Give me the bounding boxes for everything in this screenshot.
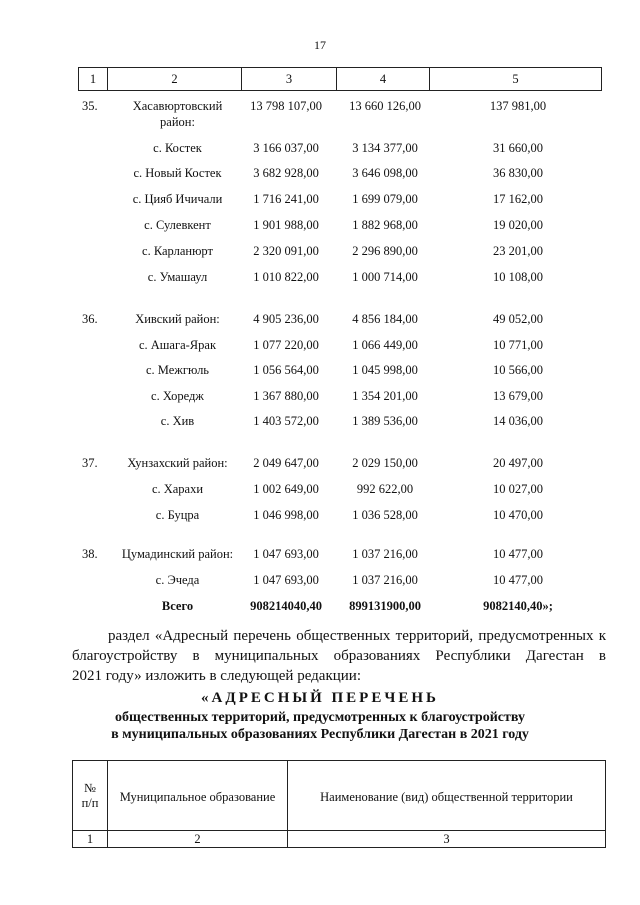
- row-value-4: 13 660 126,00: [349, 99, 421, 113]
- row-value-5: 20 497,00: [493, 456, 543, 470]
- row-value-3: 1 047 693,00: [253, 573, 319, 587]
- row-name: с. Ашага-Ярак: [138, 338, 217, 352]
- row-value-5: 36 830,00: [493, 166, 543, 180]
- row-number: 35.: [82, 99, 98, 113]
- row-value-3: 3 166 037,00: [253, 141, 319, 155]
- row-value-5: 23 201,00: [493, 244, 543, 258]
- section-subtitle-line-2: в муниципальных образованиях Республики Дагестан в 2021 году: [111, 727, 529, 742]
- row-value-5: 10 027,00: [493, 482, 543, 496]
- row-value-5: 10 566,00: [493, 363, 543, 377]
- row-value-5: 19 020,00: [493, 218, 543, 232]
- total-row: [0, 599, 640, 617]
- row-value-4: 1 045 998,00: [352, 363, 418, 377]
- row-name: Хунзахский район:: [127, 456, 228, 470]
- row-value-4: 3 646 098,00: [352, 166, 418, 180]
- row-value-4: 2 296 890,00: [352, 244, 418, 258]
- row-value-4: 1 354 201,00: [352, 389, 418, 403]
- col-index-2: 2: [194, 832, 201, 846]
- row-value-4: 4 856 184,00: [352, 312, 418, 326]
- row-value-4: 1 036 528,00: [352, 508, 418, 522]
- row-name: с. Межгюль: [145, 363, 210, 377]
- row-value-3: 1 901 988,00: [253, 218, 319, 232]
- row-value-5: 10 470,00: [493, 508, 543, 522]
- row-number: 36.: [82, 312, 98, 326]
- page-number: 17: [314, 38, 326, 52]
- row-value-4: 992 622,00: [356, 482, 414, 496]
- row-name: с. Карланюрт: [142, 244, 213, 258]
- row-name: Хасавюртовский: [132, 99, 223, 113]
- row-value-3: 2 049 647,00: [253, 456, 319, 470]
- row-name: с. Буцра: [155, 508, 200, 522]
- table-row: [0, 363, 640, 381]
- row-name: с. Эчеда: [155, 573, 200, 587]
- table-row: [0, 547, 640, 565]
- row-name: с. Цияб Ичичали: [132, 192, 223, 206]
- row-value-3: 4 905 236,00: [253, 312, 319, 326]
- row-value-3: 1 047 693,00: [253, 547, 319, 561]
- row-name: с. Хоредж: [151, 389, 204, 403]
- row-value-3: 1 077 220,00: [253, 338, 319, 352]
- row-name: с. Умашаул: [147, 270, 208, 284]
- table-row: [0, 338, 640, 356]
- col-number-header-line-1: №: [84, 781, 96, 795]
- row-value-5: 137 981,00: [489, 99, 547, 113]
- header-col-2: 2: [171, 72, 178, 86]
- row-value-4: 1 037 216,00: [352, 547, 418, 561]
- row-value-3: 1 716 241,00: [253, 192, 319, 206]
- row-name: с. Хив: [160, 414, 195, 428]
- header-col-1: 1: [89, 72, 97, 86]
- section-subtitle-line-1: общественных территорий, предусмотренных к благоустройству: [115, 710, 525, 725]
- col-index-1: 1: [86, 832, 94, 846]
- total-value-4: 899131900,00: [349, 599, 421, 613]
- row-value-4: 1 699 079,00: [352, 192, 418, 206]
- table-row: [0, 414, 640, 432]
- col-municipality-header: Муниципальное образование: [119, 790, 276, 804]
- row-value-5: 49 052,00: [493, 312, 543, 326]
- table-row-continuation: [0, 115, 640, 133]
- row-name: с. Новый Костек: [133, 166, 222, 180]
- row-value-3: 1 367 880,00: [253, 389, 319, 403]
- address-list-table: [72, 760, 606, 848]
- row-value-5: 10 477,00: [493, 547, 543, 561]
- col-number-header-line-2: п/п: [81, 796, 99, 810]
- row-value-3: 1 046 998,00: [253, 508, 319, 522]
- row-name: Хивский район:: [135, 312, 220, 326]
- header-col-3: 3: [285, 72, 293, 86]
- col-index-3: 3: [443, 832, 450, 846]
- row-name: с. Сулевкент: [144, 218, 211, 232]
- total-value-3: 908214040,40: [250, 599, 322, 613]
- row-value-4: 1 389 536,00: [352, 414, 418, 428]
- table-row: [0, 270, 640, 288]
- row-value-3: 1 403 572,00: [253, 414, 319, 428]
- table-row: [0, 192, 640, 210]
- row-value-5: 31 660,00: [493, 141, 543, 155]
- header-col-5: 5: [512, 72, 519, 86]
- row-value-5: 13 679,00: [493, 389, 543, 403]
- row-value-4: 1 882 968,00: [352, 218, 418, 232]
- table-row: [0, 508, 640, 526]
- total-label: Всего: [161, 599, 194, 613]
- row-name-line-2: район:: [160, 115, 195, 129]
- row-value-3: 1 010 822,00: [253, 270, 319, 284]
- row-value-5: 10 477,00: [493, 573, 543, 587]
- col-number-header: [73, 781, 107, 811]
- paragraph-line: благоустройству в муниципальных образованиях Республики Дагестан в: [72, 648, 606, 664]
- row-number: 37.: [82, 456, 98, 470]
- total-value-5: 9082140,40»;: [483, 599, 553, 613]
- row-name: с. Костек: [153, 141, 202, 155]
- table-row: [0, 244, 640, 262]
- row-name: с. Харахи: [151, 482, 204, 496]
- row-value-3: 3 682 928,00: [253, 166, 319, 180]
- table-row: [0, 573, 640, 591]
- row-value-4: 2 029 150,00: [352, 456, 418, 470]
- table-row: [0, 312, 640, 330]
- row-value-3: 2 320 091,00: [253, 244, 319, 258]
- table-row: [0, 218, 640, 236]
- row-number: 38.: [82, 547, 98, 561]
- continued-table-header: [78, 67, 602, 91]
- header-col-4: 4: [379, 72, 387, 86]
- row-value-4: 1 037 216,00: [352, 573, 418, 587]
- row-value-4: 1 066 449,00: [352, 338, 418, 352]
- amendment-paragraph: [72, 626, 606, 686]
- col-territory-header: Наименование (вид) общественной территории: [320, 790, 573, 804]
- row-name: Цумадинский район:: [121, 547, 234, 561]
- row-value-4: 1 000 714,00: [352, 270, 418, 284]
- paragraph-line: раздел «Адресный перечень общественных территорий, предусмотренных к: [108, 628, 606, 644]
- row-value-3: 13 798 107,00: [250, 99, 322, 113]
- table-row: [0, 166, 640, 184]
- row-value-5: 10 771,00: [493, 338, 543, 352]
- table-row: [0, 389, 640, 407]
- row-value-3: 1 056 564,00: [253, 363, 319, 377]
- table-row: [0, 482, 640, 500]
- row-value-4: 3 134 377,00: [352, 141, 418, 155]
- table-row: [0, 141, 640, 159]
- row-value-5: 17 162,00: [493, 192, 543, 206]
- section-title: «АДРЕСНЫЙ ПЕРЕЧЕНЬ: [201, 690, 439, 706]
- table-row: [0, 456, 640, 474]
- row-value-5: 10 108,00: [493, 270, 543, 284]
- paragraph-line: 2021 году» изложить в следующей редакции:: [72, 668, 361, 684]
- row-value-3: 1 002 649,00: [253, 482, 319, 496]
- row-value-5: 14 036,00: [493, 414, 543, 428]
